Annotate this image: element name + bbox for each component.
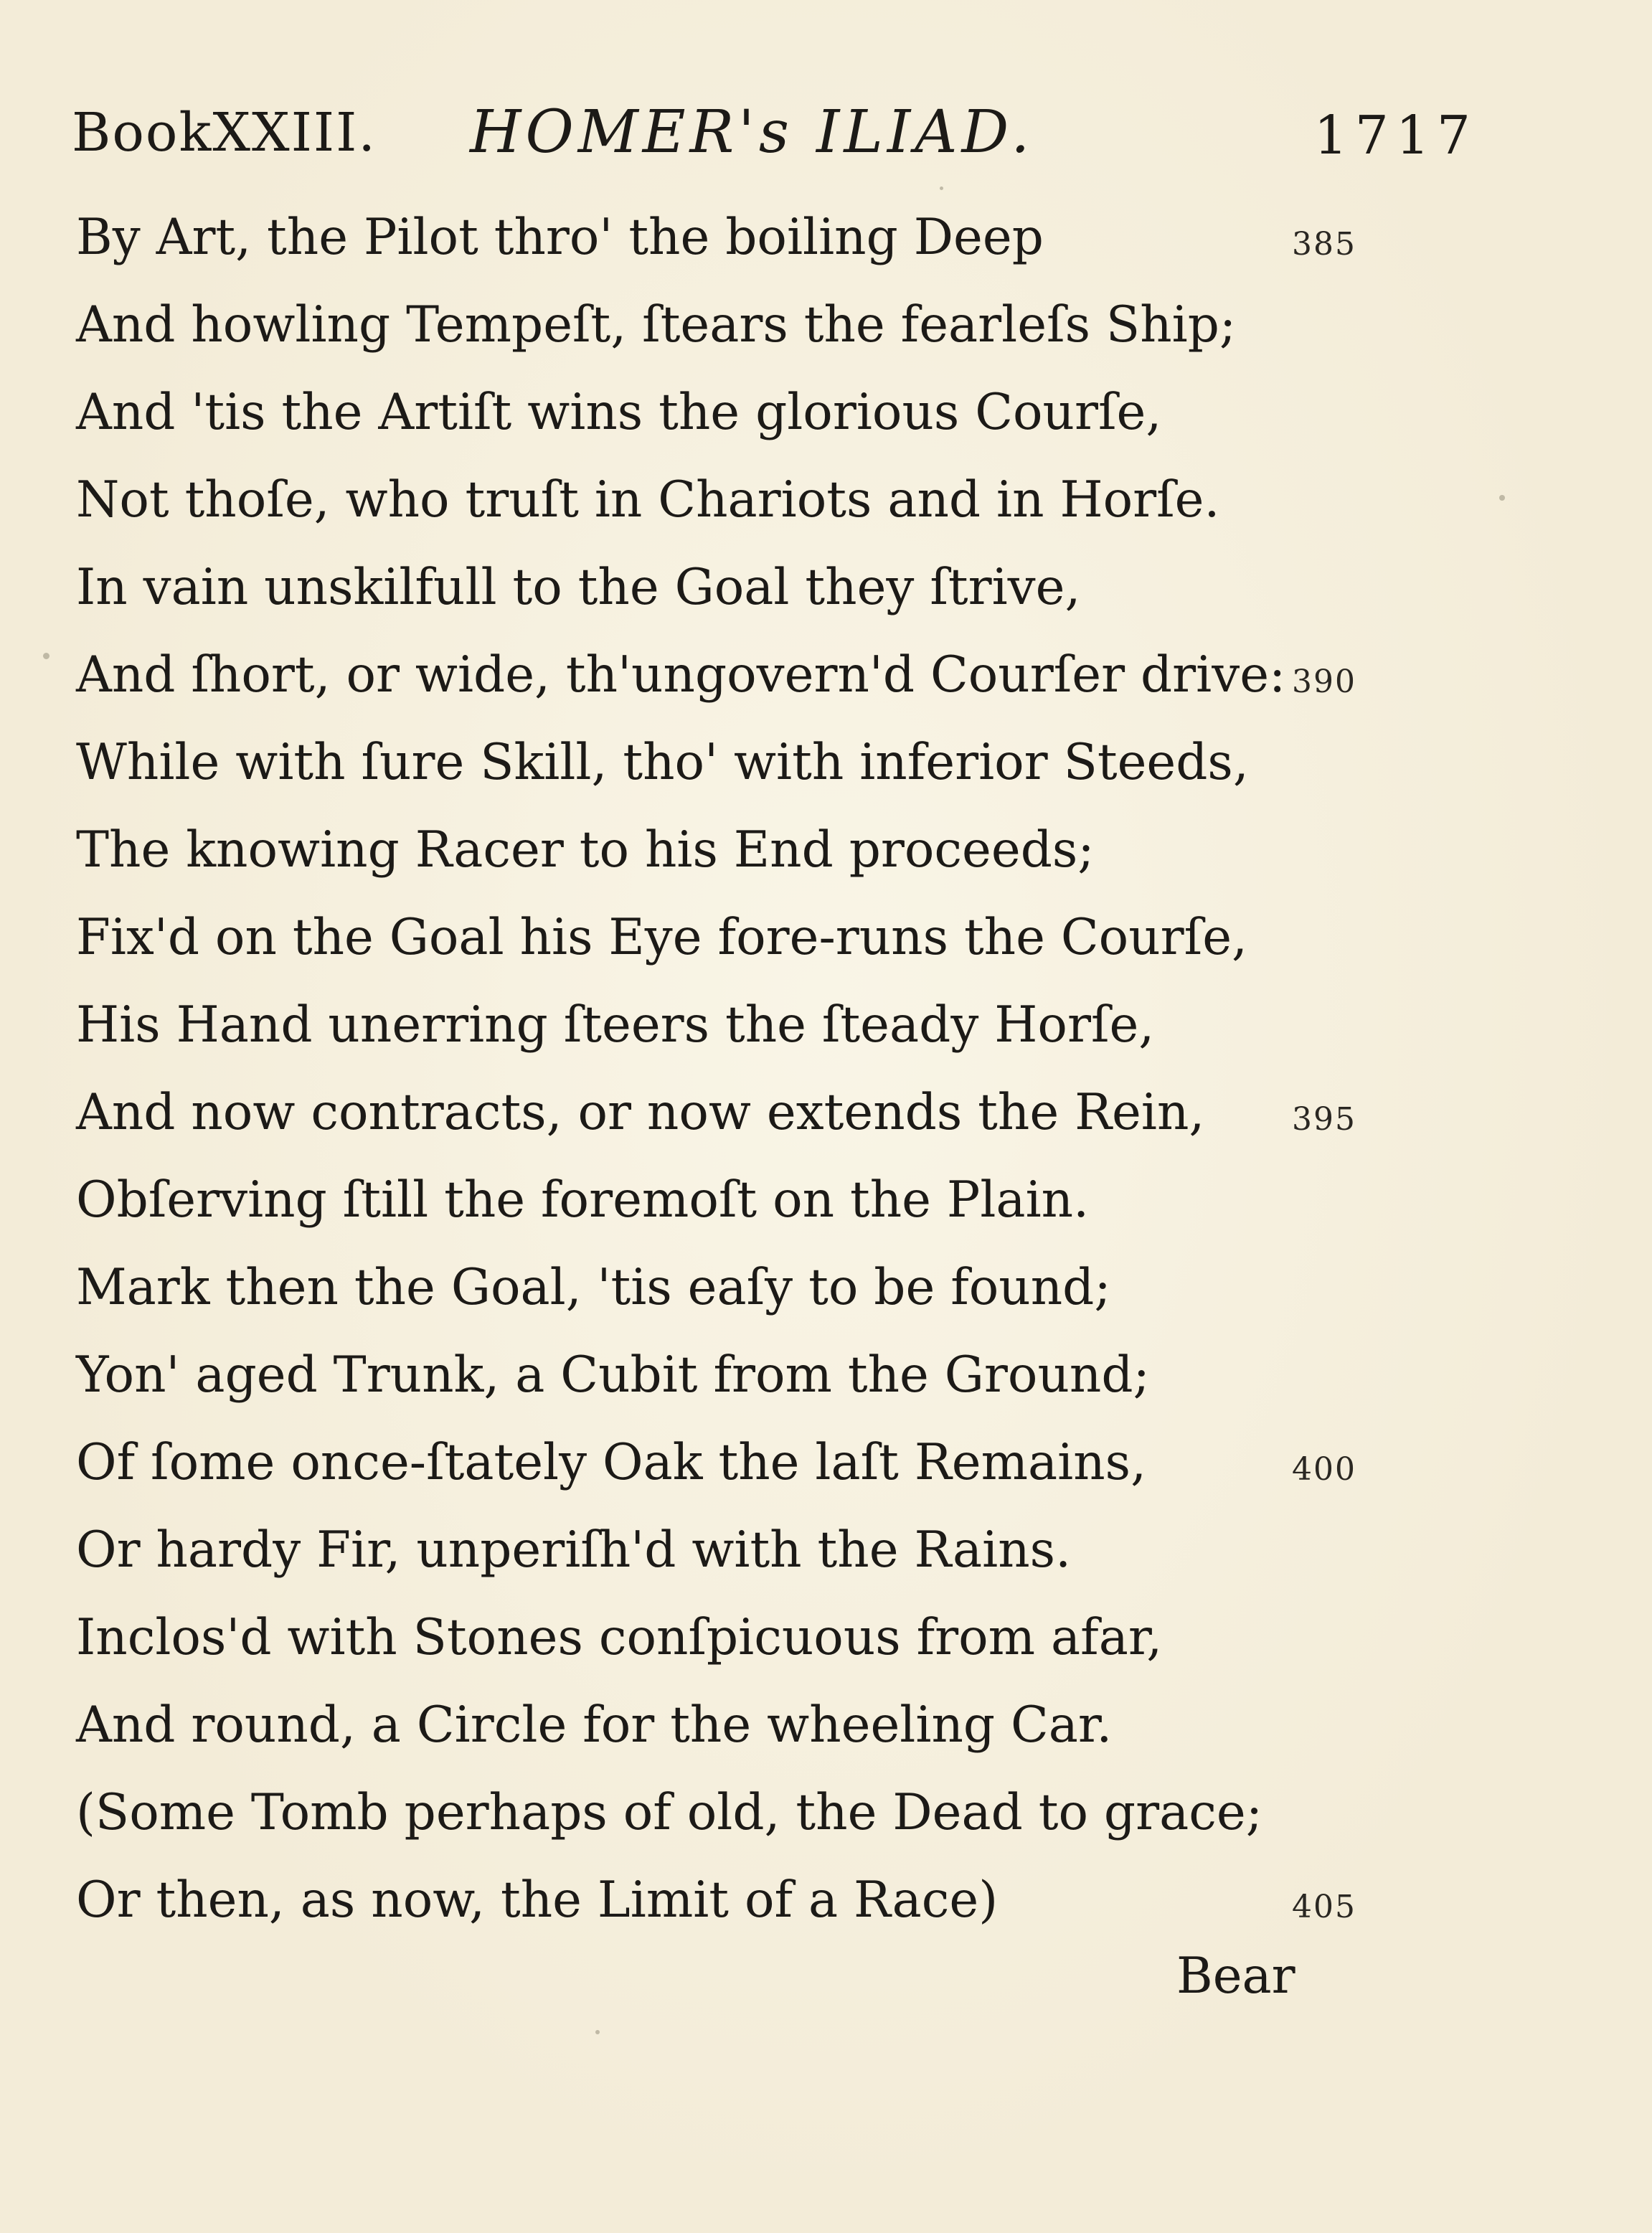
verse-line-text: The knowing Racer to his End proceeds; — [76, 821, 1095, 879]
paper-speck — [595, 2030, 600, 2034]
verse-line — [76, 631, 1439, 719]
line-number: 385 — [1292, 226, 1356, 263]
paper-speck — [43, 653, 49, 659]
verse-line — [76, 369, 1439, 456]
line-number: 390 — [1292, 664, 1356, 700]
verse-line — [76, 1856, 1439, 1944]
verse-line — [76, 981, 1439, 1069]
page-number: 1717 — [1313, 105, 1478, 166]
verse-line-text: Fix'd on the Goal his Eye fore-runs the Courſe, — [76, 909, 1247, 966]
verse-line — [76, 894, 1439, 981]
verse-line-text: His Hand unerring ſteers the ſteady Horſe, — [76, 996, 1155, 1054]
verse-line — [76, 1419, 1439, 1506]
verse-line-text: Or hardy Fir, unperiſh'd with the Rains. — [76, 1521, 1072, 1579]
verse-line-text: And round, a Circle for the wheeling Car. — [76, 1696, 1113, 1754]
line-number: 395 — [1292, 1101, 1356, 1138]
verse-line-text: Not thoſe, who truſt in Chariots and in Horſe. — [76, 471, 1220, 529]
work-title: HOMER's ILIAD. — [470, 98, 1034, 166]
verse-line-text: While with ſure Skill, tho' with inferior Steeds, — [76, 734, 1249, 791]
verse-line-text: Mark then the Goal, 'tis eaſy to be found; — [76, 1259, 1111, 1316]
paper-speck — [940, 187, 943, 190]
verse-line — [76, 194, 1439, 281]
verse-line — [76, 1506, 1439, 1594]
line-number: 405 — [1292, 1889, 1356, 1925]
verse-line-text: And howling Tempeſt, ſtears the fearleſs Ship; — [76, 296, 1237, 354]
running-head — [72, 93, 1506, 172]
verse-line-text: And 'tis the Artiſt wins the glorious Courſe, — [76, 384, 1162, 441]
verse-line-text: Or then, as now, the Limit of a Race) — [76, 1871, 999, 1929]
verse-line — [76, 719, 1439, 806]
verse-line — [76, 1069, 1439, 1156]
verse-line — [76, 1331, 1439, 1419]
verse-block — [76, 194, 1439, 1944]
verse-line-text: (Some Tomb perhaps of old, the Dead to grace; — [76, 1784, 1262, 1841]
verse-line — [76, 1156, 1439, 1244]
verse-line — [76, 1244, 1439, 1331]
verse-line — [76, 1681, 1439, 1769]
verse-line — [76, 1594, 1439, 1681]
verse-line-text: Yon' aged Trunk, a Cubit from the Ground; — [76, 1346, 1150, 1404]
verse-line — [76, 281, 1439, 369]
book-label: BookXXIII. — [72, 102, 377, 164]
verse-line-text: And ſhort, or wide, th'ungovern'd Courſer drive: — [76, 646, 1286, 704]
verse-line-text: And now contracts, or now extends the Rein, — [76, 1084, 1205, 1141]
verse-line — [76, 544, 1439, 631]
verse-line — [76, 1769, 1439, 1856]
verse-line-text: By Art, the Pilot thro' the boiling Deep — [76, 209, 1044, 266]
verse-line — [76, 806, 1439, 894]
verse-line-text: Of ſome once-ſtately Oak the laſt Remains, — [76, 1434, 1147, 1491]
catchword: Bear — [1176, 1948, 1295, 2005]
verse-line-text: In vain unskilfull to the Goal they ſtrive, — [76, 559, 1081, 616]
line-number: 400 — [1292, 1451, 1356, 1488]
paper-speck — [1499, 495, 1505, 501]
verse-line-text: Inclos'd with Stones conſpicuous from afar, — [76, 1609, 1163, 1666]
verse-line — [76, 456, 1439, 544]
verse-line-text: Obſerving ſtill the foremoſt on the Plain. — [76, 1171, 1090, 1229]
